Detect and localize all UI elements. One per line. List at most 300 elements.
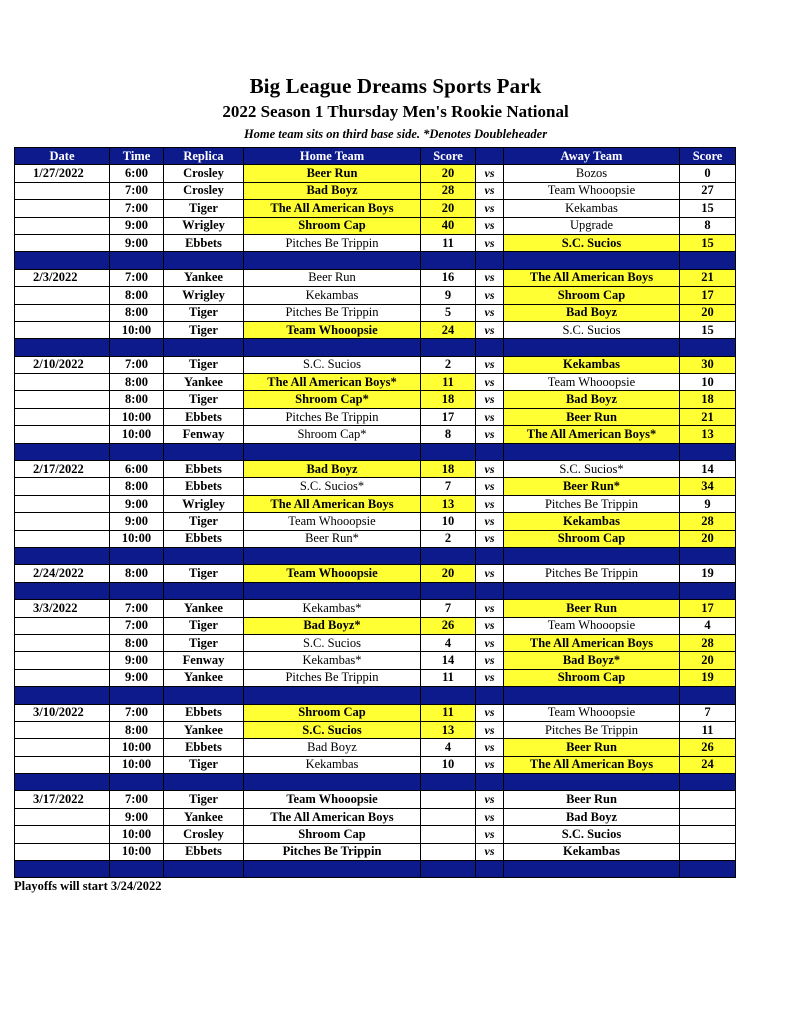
col-vs <box>476 148 504 165</box>
vs-cell: vs <box>476 321 504 338</box>
time-cell: 9:00 <box>110 808 164 825</box>
away-team-cell: Shroom Cap <box>504 287 680 304</box>
vs-cell: vs <box>476 791 504 808</box>
time-cell: 9:00 <box>110 217 164 234</box>
home-team-cell: Beer Run* <box>244 530 421 547</box>
divider-cell <box>110 774 164 791</box>
replica-cell: Tiger <box>164 756 244 773</box>
away-team-cell: Kekambas <box>504 513 680 530</box>
away-team-cell: Bozos <box>504 165 680 182</box>
replica-cell: Crosley <box>164 165 244 182</box>
away-score-cell: 17 <box>680 600 736 617</box>
col-away-team: Away Team <box>504 148 680 165</box>
date-cell <box>15 652 110 669</box>
divider-cell <box>15 861 110 878</box>
vs-cell: vs <box>476 478 504 495</box>
divider-cell <box>421 547 476 564</box>
replica-cell: Ebbets <box>164 530 244 547</box>
divider-cell <box>476 443 504 460</box>
home-team-cell: Shroom Cap* <box>244 426 421 443</box>
away-team-cell: Bad Boyz <box>504 304 680 321</box>
home-team-cell: Team Whooopsie <box>244 791 421 808</box>
divider-cell <box>15 339 110 356</box>
home-team-cell: Bad Boyz* <box>244 617 421 634</box>
away-score-cell <box>680 791 736 808</box>
divider-cell <box>680 687 736 704</box>
table-row <box>15 826 736 843</box>
away-team-cell: Upgrade <box>504 217 680 234</box>
table-row <box>15 617 736 634</box>
table-row <box>15 217 736 234</box>
away-team-cell: The All American Boys <box>504 756 680 773</box>
away-score-cell: 18 <box>680 391 736 408</box>
table-row <box>15 165 736 182</box>
time-cell: 8:00 <box>110 374 164 391</box>
time-cell: 8:00 <box>110 391 164 408</box>
home-team-cell: Shroom Cap* <box>244 391 421 408</box>
divider-cell <box>110 339 164 356</box>
away-score-cell: 8 <box>680 217 736 234</box>
time-cell: 8:00 <box>110 478 164 495</box>
vs-cell: vs <box>476 756 504 773</box>
away-team-cell: Kekambas <box>504 356 680 373</box>
page-note: Home team sits on third base side. *Denotes Doubleheader <box>243 127 548 141</box>
vs-cell: vs <box>476 356 504 373</box>
divider-cell <box>164 774 244 791</box>
date-cell <box>15 721 110 738</box>
vs-cell: vs <box>476 426 504 443</box>
replica-cell: Yankee <box>164 721 244 738</box>
home-team-cell: Bad Boyz <box>244 739 421 756</box>
replica-cell: Ebbets <box>164 408 244 425</box>
away-score-cell: 11 <box>680 721 736 738</box>
home-score-cell: 2 <box>421 356 476 373</box>
home-score-cell <box>421 808 476 825</box>
time-cell: 7:00 <box>110 200 164 217</box>
home-score-cell: 17 <box>421 408 476 425</box>
divider-cell <box>15 774 110 791</box>
home-team-cell: Pitches Be Trippin <box>244 234 421 251</box>
divider-cell <box>476 547 504 564</box>
schedule-table <box>14 147 736 878</box>
home-team-cell: The All American Boys <box>244 495 421 512</box>
date-cell <box>15 426 110 443</box>
divider-cell <box>15 582 110 599</box>
replica-cell: Yankee <box>164 269 244 286</box>
away-team-cell: Pitches Be Trippin <box>504 495 680 512</box>
away-score-cell: 17 <box>680 287 736 304</box>
time-cell: 10:00 <box>110 530 164 547</box>
home-score-cell: 11 <box>421 374 476 391</box>
home-score-cell: 11 <box>421 234 476 251</box>
week-divider <box>15 861 736 878</box>
date-cell <box>15 530 110 547</box>
replica-cell: Yankee <box>164 808 244 825</box>
vs-cell: vs <box>476 234 504 251</box>
replica-cell: Fenway <box>164 426 244 443</box>
home-score-cell: 8 <box>421 426 476 443</box>
home-score-cell: 9 <box>421 287 476 304</box>
divider-cell <box>476 774 504 791</box>
table-row <box>15 478 736 495</box>
divider-cell <box>244 339 421 356</box>
time-cell: 8:00 <box>110 304 164 321</box>
replica-cell: Tiger <box>164 321 244 338</box>
schedule-body <box>15 165 736 878</box>
away-score-cell: 7 <box>680 704 736 721</box>
date-cell <box>15 182 110 199</box>
table-row <box>15 200 736 217</box>
table-row <box>15 565 736 582</box>
table-row <box>15 408 736 425</box>
home-score-cell: 18 <box>421 391 476 408</box>
time-cell: 9:00 <box>110 495 164 512</box>
divider-cell <box>476 252 504 269</box>
vs-cell: vs <box>476 182 504 199</box>
replica-cell: Tiger <box>164 513 244 530</box>
vs-cell: vs <box>476 704 504 721</box>
col-date: Date <box>15 148 110 165</box>
home-score-cell: 7 <box>421 600 476 617</box>
vs-cell: vs <box>476 634 504 651</box>
away-score-cell <box>680 843 736 860</box>
divider-cell <box>421 582 476 599</box>
vs-cell: vs <box>476 461 504 478</box>
away-score-cell: 26 <box>680 739 736 756</box>
home-score-cell <box>421 791 476 808</box>
away-score-cell: 13 <box>680 426 736 443</box>
divider-cell <box>421 861 476 878</box>
away-team-cell: Bad Boyz <box>504 808 680 825</box>
home-team-cell: Shroom Cap <box>244 826 421 843</box>
time-cell: 7:00 <box>110 704 164 721</box>
replica-cell: Tiger <box>164 791 244 808</box>
away-team-cell: Shroom Cap <box>504 530 680 547</box>
home-team-cell: S.C. Sucios <box>244 634 421 651</box>
date-cell <box>15 408 110 425</box>
home-score-cell: 14 <box>421 652 476 669</box>
table-row <box>15 287 736 304</box>
col-home-score: Score <box>421 148 476 165</box>
away-score-cell: 28 <box>680 513 736 530</box>
time-cell: 6:00 <box>110 461 164 478</box>
divider-cell <box>110 547 164 564</box>
table-row <box>15 321 736 338</box>
home-score-cell: 20 <box>421 200 476 217</box>
home-score-cell: 16 <box>421 269 476 286</box>
header-row <box>15 148 736 165</box>
time-cell: 7:00 <box>110 356 164 373</box>
away-team-cell: Beer Run <box>504 791 680 808</box>
time-cell: 8:00 <box>110 287 164 304</box>
date-cell: 3/3/2022 <box>15 600 110 617</box>
divider-cell <box>164 861 244 878</box>
vs-cell: vs <box>476 617 504 634</box>
vs-cell: vs <box>476 391 504 408</box>
table-row <box>15 495 736 512</box>
table-row <box>15 652 736 669</box>
vs-cell: vs <box>476 669 504 686</box>
home-team-cell: S.C. Sucios <box>244 721 421 738</box>
home-score-cell: 13 <box>421 495 476 512</box>
home-score-cell <box>421 843 476 860</box>
away-score-cell: 21 <box>680 408 736 425</box>
home-team-cell: Kekambas <box>244 287 421 304</box>
table-row <box>15 530 736 547</box>
date-cell <box>15 200 110 217</box>
date-cell <box>15 217 110 234</box>
vs-cell: vs <box>476 165 504 182</box>
week-divider <box>15 547 736 564</box>
away-score-cell: 9 <box>680 495 736 512</box>
replica-cell: Yankee <box>164 669 244 686</box>
date-cell: 2/17/2022 <box>15 461 110 478</box>
table-row <box>15 234 736 251</box>
week-divider <box>15 443 736 460</box>
divider-cell <box>110 582 164 599</box>
divider-cell <box>244 252 421 269</box>
week-divider <box>15 252 736 269</box>
col-home-team: Home Team <box>244 148 421 165</box>
home-team-cell: S.C. Sucios <box>244 356 421 373</box>
home-team-cell: The All American Boys* <box>244 374 421 391</box>
date-cell: 1/27/2022 <box>15 165 110 182</box>
time-cell: 10:00 <box>110 321 164 338</box>
time-cell: 10:00 <box>110 756 164 773</box>
table-row <box>15 739 736 756</box>
divider-cell <box>244 687 421 704</box>
time-cell: 8:00 <box>110 565 164 582</box>
divider-cell <box>680 774 736 791</box>
home-score-cell: 28 <box>421 182 476 199</box>
home-score-cell: 26 <box>421 617 476 634</box>
time-cell: 8:00 <box>110 634 164 651</box>
divider-cell <box>680 582 736 599</box>
divider-cell <box>680 339 736 356</box>
vs-cell: vs <box>476 408 504 425</box>
time-cell: 10:00 <box>110 826 164 843</box>
vs-cell: vs <box>476 808 504 825</box>
table-row <box>15 304 736 321</box>
home-team-cell: Kekambas* <box>244 600 421 617</box>
away-team-cell: S.C. Sucios* <box>504 461 680 478</box>
time-cell: 7:00 <box>110 269 164 286</box>
home-score-cell: 24 <box>421 321 476 338</box>
away-team-cell: Team Whooopsie <box>504 704 680 721</box>
table-row <box>15 634 736 651</box>
divider-cell <box>680 443 736 460</box>
away-team-cell: Team Whooopsie <box>504 182 680 199</box>
time-cell: 8:00 <box>110 721 164 738</box>
replica-cell: Wrigley <box>164 495 244 512</box>
home-team-cell: Pitches Be Trippin <box>244 843 421 860</box>
time-cell: 10:00 <box>110 408 164 425</box>
home-score-cell: 20 <box>421 565 476 582</box>
table-row <box>15 182 736 199</box>
away-team-cell: The All American Boys <box>504 634 680 651</box>
replica-cell: Crosley <box>164 182 244 199</box>
home-score-cell: 4 <box>421 634 476 651</box>
away-score-cell: 15 <box>680 321 736 338</box>
time-cell: 7:00 <box>110 791 164 808</box>
home-score-cell: 4 <box>421 739 476 756</box>
away-team-cell: The All American Boys <box>504 269 680 286</box>
divider-cell <box>164 547 244 564</box>
vs-cell: vs <box>476 530 504 547</box>
divider-cell <box>504 252 680 269</box>
away-score-cell: 20 <box>680 530 736 547</box>
date-cell: 3/17/2022 <box>15 791 110 808</box>
home-team-cell: The All American Boys <box>244 200 421 217</box>
divider-cell <box>680 547 736 564</box>
divider-cell <box>680 861 736 878</box>
divider-cell <box>244 774 421 791</box>
home-team-cell: Beer Run <box>244 269 421 286</box>
home-score-cell <box>421 826 476 843</box>
date-cell <box>15 513 110 530</box>
date-cell: 3/10/2022 <box>15 704 110 721</box>
replica-cell: Ebbets <box>164 843 244 860</box>
time-cell: 9:00 <box>110 652 164 669</box>
divider-cell <box>15 443 110 460</box>
away-score-cell: 27 <box>680 182 736 199</box>
divider-cell <box>164 252 244 269</box>
time-cell: 9:00 <box>110 234 164 251</box>
vs-cell: vs <box>476 600 504 617</box>
home-score-cell: 5 <box>421 304 476 321</box>
away-score-cell: 15 <box>680 200 736 217</box>
replica-cell: Yankee <box>164 600 244 617</box>
replica-cell: Fenway <box>164 652 244 669</box>
vs-cell: vs <box>476 287 504 304</box>
date-cell <box>15 634 110 651</box>
divider-cell <box>476 687 504 704</box>
divider-cell <box>504 339 680 356</box>
vs-cell: vs <box>476 721 504 738</box>
table-row <box>15 426 736 443</box>
home-team-cell: Team Whooopsie <box>244 321 421 338</box>
date-cell <box>15 321 110 338</box>
away-score-cell: 30 <box>680 356 736 373</box>
replica-cell: Tiger <box>164 391 244 408</box>
away-team-cell: S.C. Sucios <box>504 234 680 251</box>
replica-cell: Wrigley <box>164 217 244 234</box>
home-team-cell: Shroom Cap <box>244 704 421 721</box>
divider-cell <box>421 339 476 356</box>
away-score-cell: 15 <box>680 234 736 251</box>
replica-cell: Yankee <box>164 374 244 391</box>
divider-cell <box>110 861 164 878</box>
away-team-cell: Bad Boyz <box>504 391 680 408</box>
home-team-cell: Bad Boyz <box>244 461 421 478</box>
table-row <box>15 374 736 391</box>
away-score-cell: 34 <box>680 478 736 495</box>
date-cell <box>15 304 110 321</box>
home-score-cell: 2 <box>421 530 476 547</box>
vs-cell: vs <box>476 269 504 286</box>
divider-cell <box>15 547 110 564</box>
home-team-cell: Shroom Cap <box>244 217 421 234</box>
table-row <box>15 808 736 825</box>
vs-cell: vs <box>476 565 504 582</box>
home-team-cell: Kekambas* <box>244 652 421 669</box>
away-score-cell: 19 <box>680 565 736 582</box>
home-score-cell: 10 <box>421 513 476 530</box>
time-cell: 7:00 <box>110 182 164 199</box>
divider-cell <box>244 547 421 564</box>
vs-cell: vs <box>476 217 504 234</box>
home-score-cell: 11 <box>421 704 476 721</box>
away-team-cell: Beer Run <box>504 600 680 617</box>
week-divider <box>15 582 736 599</box>
replica-cell: Ebbets <box>164 478 244 495</box>
home-team-cell: Team Whooopsie <box>244 565 421 582</box>
date-cell <box>15 808 110 825</box>
divider-cell <box>110 443 164 460</box>
divider-cell <box>504 861 680 878</box>
vs-cell: vs <box>476 739 504 756</box>
replica-cell: Tiger <box>164 304 244 321</box>
divider-cell <box>244 582 421 599</box>
date-cell: 2/24/2022 <box>15 565 110 582</box>
replica-cell: Ebbets <box>164 704 244 721</box>
time-cell: 7:00 <box>110 600 164 617</box>
away-team-cell: Shroom Cap <box>504 669 680 686</box>
divider-cell <box>504 774 680 791</box>
time-cell: 10:00 <box>110 739 164 756</box>
replica-cell: Tiger <box>164 565 244 582</box>
col-time: Time <box>110 148 164 165</box>
divider-cell <box>504 443 680 460</box>
away-score-cell: 24 <box>680 756 736 773</box>
home-score-cell: 18 <box>421 461 476 478</box>
date-cell <box>15 739 110 756</box>
date-cell <box>15 287 110 304</box>
divider-cell <box>421 687 476 704</box>
divider-cell <box>421 443 476 460</box>
vs-cell: vs <box>476 652 504 669</box>
table-row <box>15 843 736 860</box>
home-score-cell: 11 <box>421 669 476 686</box>
time-cell: 9:00 <box>110 669 164 686</box>
away-score-cell: 20 <box>680 652 736 669</box>
vs-cell: vs <box>476 495 504 512</box>
away-score-cell: 0 <box>680 165 736 182</box>
date-cell <box>15 669 110 686</box>
home-score-cell: 40 <box>421 217 476 234</box>
time-cell: 7:00 <box>110 617 164 634</box>
week-divider <box>15 774 736 791</box>
divider-cell <box>15 252 110 269</box>
table-row <box>15 704 736 721</box>
away-team-cell: Beer Run <box>504 739 680 756</box>
replica-cell: Tiger <box>164 200 244 217</box>
replica-cell: Tiger <box>164 356 244 373</box>
time-cell: 9:00 <box>110 513 164 530</box>
date-cell <box>15 843 110 860</box>
date-cell: 2/3/2022 <box>15 269 110 286</box>
vs-cell: vs <box>476 513 504 530</box>
divider-cell <box>476 339 504 356</box>
home-score-cell: 20 <box>421 165 476 182</box>
away-score-cell: 20 <box>680 304 736 321</box>
divider-cell <box>244 861 421 878</box>
away-score-cell: 10 <box>680 374 736 391</box>
away-team-cell: Beer Run* <box>504 478 680 495</box>
date-cell: 2/10/2022 <box>15 356 110 373</box>
replica-cell: Ebbets <box>164 234 244 251</box>
date-cell <box>15 826 110 843</box>
